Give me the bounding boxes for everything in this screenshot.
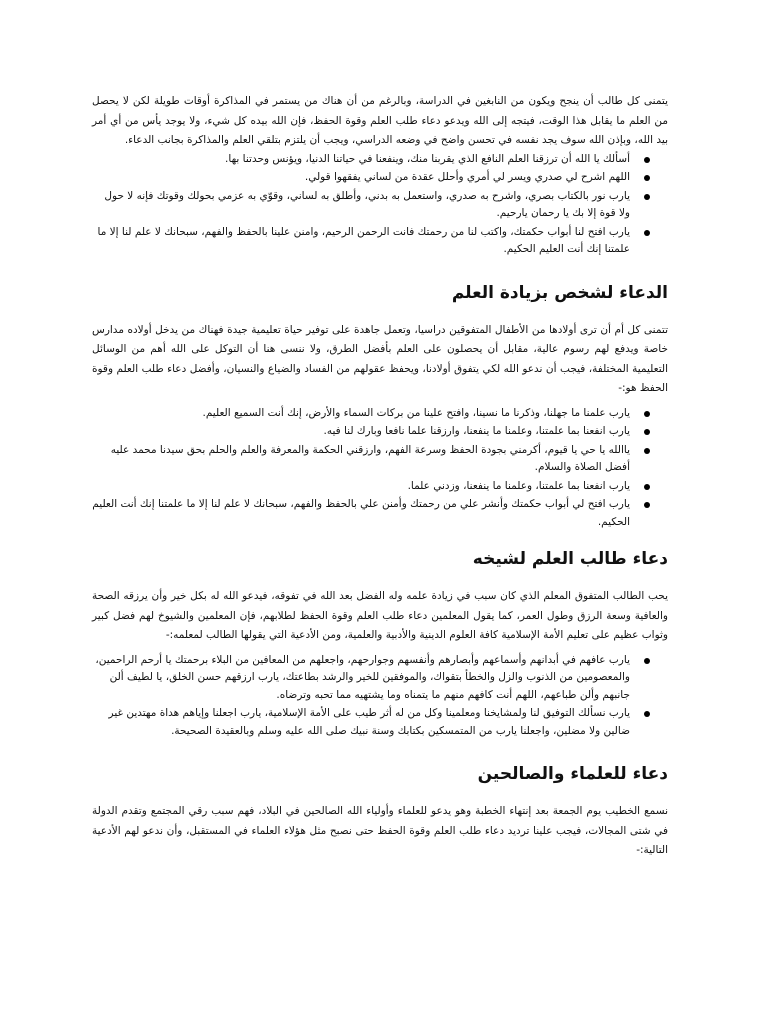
intro-paragraph: يتمنى كل طالب أن ينجح ويكون من النابغين في الدراسة، وبالرغم من أن هناك من يستمر في المذاكرة أوقات طويلة لكن لا يحصل من العلم ما يقابل هذا الوقت، فيتجه إلى الله ويدعو دعاء طلب العلم وقوة الحفظ، فإن الله بيده كل شيء، ولا يوجد يأس من أي أمر بيد الله، وبإذن الله سوف يجد نفسه في تحسن واضح في وضعه الدراسي، ويجب أن يلتزم بتلقي العلم والمذاكرة بجانب الدعاء. bbox=[92, 95, 668, 146]
section-heading: دعاء طالب العلم لشيخه bbox=[472, 549, 668, 569]
list-item-text: يارب نسألك التوفيق لنا ولمشايخنا ومعلمينا وكل من له أثر طيب على الأمة الإسلامية، يارب اجعلنا وإياهم هداة مهتدين غير ضالين ولا مضلين، واجعلنا يارب من المتمسكين بكتابك وسنة نبيك صلى الله عليه وسلم وبالعقيدة الصحيحة. bbox=[108, 707, 630, 737]
list-item-text: يارب افتح لي أبواب حكمتك وأنشر علي من رحمتك وأمنن علي بالحفظ والفهم، سبحانك لا علم لنا إلا ما علمتنا إنك أنت العليم الحكيم. bbox=[92, 498, 630, 528]
list-item bbox=[92, 478, 630, 496]
list-item bbox=[92, 705, 630, 740]
bullet-icon bbox=[644, 157, 650, 163]
bullet-icon bbox=[644, 175, 650, 181]
list-item-text: يارب علمنا ما جهلنا، وذكرنا ما نسينا، وافتح علينا من بركات السماء والأرض، إنك أنت السميع العليم. bbox=[202, 406, 630, 419]
section-heading: دعاء للعلماء والصالحين bbox=[477, 764, 668, 784]
list-item-text: ياالله يا حي يا قيوم، أكرمني بجودة الحفظ وسرعة الفهم، وارزقني الحكمة والمعرفة والعلم والحلم بحق سيدنا محمد عليه أفضل الصلاة والسلام. bbox=[110, 443, 630, 473]
list-item-text: يارب نور بالكتاب بصري، واشرح به صدري، واستعمل به بدني، وأطلق به لساني، وقوّي به عزمي بحولك وقوتك فإنه لا حول ولا قوة إلا بك يا رحمان يارحيم. bbox=[104, 189, 630, 219]
bullet-icon bbox=[644, 411, 650, 417]
bullet-icon bbox=[644, 484, 650, 490]
list-item-text: اللهم اشرح لي صدري ويسر لي أمري وأحلل عقدة من لساني يفقهوا قولي. bbox=[304, 171, 630, 183]
list-item bbox=[92, 169, 630, 187]
bullet-icon bbox=[644, 230, 650, 236]
section-paragraph: تتمنى كل أم أن ترى أولادها من الأطفال المتفوقين دراسيا، وتعمل جاهدة على توفير حياة تعليمية جيدة فهناك من يدخل أولاده مدارس خاصة ويدفع لهم رسوم عالية، مقابل أن يحصلون على العلم بأفضل الطرق، ولا ننسى هنا أن التوكل على الله أهم من الوسائل التعليمية المختلفة، فيجب أن ندعو الله لكي يتفوق أولادنا، ويحفظ عقولهم من الفساد والضياع والنسيان، وأفضل دعاء طلب العلم وقوة الحفظ هو:- bbox=[92, 323, 668, 394]
bullet-icon bbox=[644, 502, 650, 508]
section-bullet-list bbox=[92, 405, 668, 532]
list-item-text: يارب افتح لنا أبواب حكمتك، واكتب لنا من رحمتك فانت الرحمن الرحيم، وامنن علينا بالحفظ والفهم، سبحانك لا علم لنا إلا ما علمتنا إنك أنت العليم الحكيم. bbox=[97, 225, 630, 255]
section-paragraph: نسمع الخطيب يوم الجمعة بعد إنتهاء الخطبة وهو يدعو للعلماء وأولياء الله الصالحين في البلاد، فهم سبب رقي المجتمع وتقدم الدولة في شتى المجالات، فيجب علينا ترديد دعاء طلب العلم وقوة الحفظ حتى نصبح مثل هؤلاء العلماء في المستقبل، وأن ندعو لهم الأدعية التالية:- bbox=[92, 805, 668, 856]
bullet-icon bbox=[644, 658, 650, 664]
list-item-text: يارب عافهم في أبدانهم وأسماعهم وأبصارهم وأنفسهم وجوارحهم، واجعلهم من المعافين من البلاء برحمتك يا أرحم الراحمين، والمعصومين من الذنوب والزل والخطأ بتقواك، والموفقين للخير والرشد بطاعتك، يارب ارزقهم حسن الخلق، يا لطيف ألن جانبهم وألن طباعهم، اللهم أنت كافهم منهم ما يتمناه وما يشتهيه مما تحبه وترضاه. bbox=[95, 653, 630, 701]
bullet-icon bbox=[644, 194, 650, 200]
list-item bbox=[92, 652, 630, 705]
section-paragraph: يحب الطالب المتفوق المعلم الذي كان سبب في زيادة علمه وله الفضل بعد الله في تفوقه، فيدعو الله له بكل خير وأن يرزقه الصحة والعافية وسعة الرزق وطول العمر، كما يقول المعلمين دعاء طلب العلم وقوة الحفظ لطلابهم، فإن المعلمين والشيوخ لهم فضل كبير وثواب عظيم على تعليم الأمة الإسلامية كافة العلوم الدينية والأدبية والعلمية، ومن الأدعية التي يقولها الطالب لمعلمه:- bbox=[92, 590, 668, 641]
list-item-text: أسألك يا الله أن ترزقنا العلم النافع الذي يقربنا منك، وينفعنا في حياتنا الدنيا، ويؤنس وحدتنا بها. bbox=[225, 152, 630, 165]
section-heading: الدعاء لشخص بزيادة العلم bbox=[451, 282, 668, 303]
list-item-text: يارب انفعنا بما علمتنا، وعلمنا ما ينفعنا، وزدني علما. bbox=[407, 479, 630, 492]
section-intro bbox=[92, 92, 668, 259]
bullet-icon bbox=[644, 448, 650, 454]
intro-bullet-list bbox=[92, 151, 668, 259]
list-item bbox=[92, 442, 630, 477]
list-item bbox=[92, 423, 630, 441]
list-item bbox=[92, 496, 630, 531]
section-knowledge-increase bbox=[92, 281, 668, 532]
bullet-icon bbox=[644, 429, 650, 435]
list-item bbox=[92, 224, 630, 259]
bullet-icon bbox=[644, 711, 650, 717]
section-bullet-list bbox=[92, 652, 668, 741]
list-item bbox=[92, 188, 630, 223]
section-student-for-teacher bbox=[92, 547, 668, 740]
list-item bbox=[92, 151, 630, 169]
section-scholars bbox=[92, 762, 668, 861]
list-item bbox=[92, 405, 630, 423]
list-item-text: يارب انفعنا بما علمتنا، وعلمنا ما ينفعنا، وارزقنا علما نافعا وبارك لنا فيه. bbox=[323, 425, 630, 437]
